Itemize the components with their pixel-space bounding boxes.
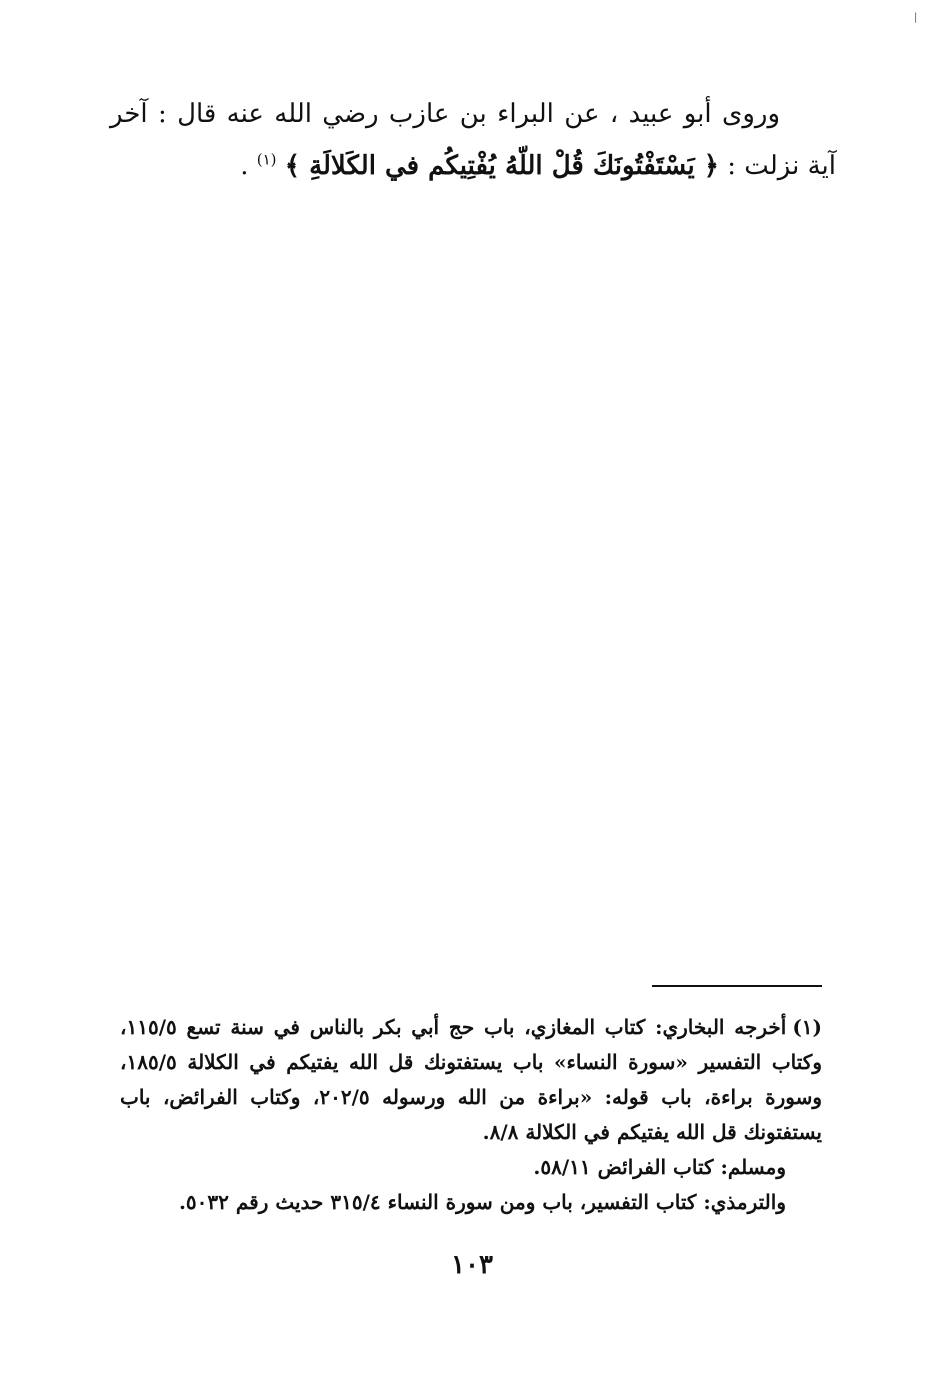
- quran-verse: ﴿ يَسْتَفْتُونَكَ قُلْ اللّهُ يُفْتِيكُم في الكَلالَةِ ﴾: [284, 151, 719, 181]
- footnote-text: والترمذي: كتاب التفسير، باب ومن سورة النساء ٣١٥/٤ حديث رقم ٥٠٣٢.: [178, 1190, 786, 1214]
- footnotes: [120, 1010, 822, 1220]
- main-text: [110, 88, 836, 192]
- footnote-1-muslim: [120, 1150, 822, 1185]
- footnote-reference[interactable]: (١): [256, 150, 277, 169]
- footnote-text: ومسلم: كتاب الفرائض ٥٨/١١.: [533, 1155, 786, 1179]
- scan-mark: |: [914, 12, 918, 23]
- paragraph: [110, 88, 836, 192]
- paragraph-text: وروى أبو عبيد ، عن البراء بن عازب رضي الله عنه قال : آخر آية نزلت :: [110, 99, 836, 181]
- paragraph-end: .: [240, 151, 257, 181]
- footnote-marker: (١): [792, 1015, 822, 1039]
- page-number: ١٠٣: [451, 1250, 493, 1280]
- footnote-separator: [652, 985, 822, 987]
- footnote-1: [120, 1010, 822, 1150]
- footnote-1-tirmidhi: [120, 1185, 822, 1220]
- footnote-text: أخرجه البخاري: كتاب المغازي، باب حج أبي بكر بالناس في سنة تسع ١١٥/٥، وكتاب التفسير «سورة النساء» باب يستفتونك قل الله يفتيكم في الكلالة ١٨٥/٥، وسورة براءة، باب قوله: «براءة من الله ورسوله ٢٠٢/٥، وكتاب الفرائض، باب يستفتونك قل الله يفتيكم في الكلالة ٨/٨.: [120, 1015, 822, 1144]
